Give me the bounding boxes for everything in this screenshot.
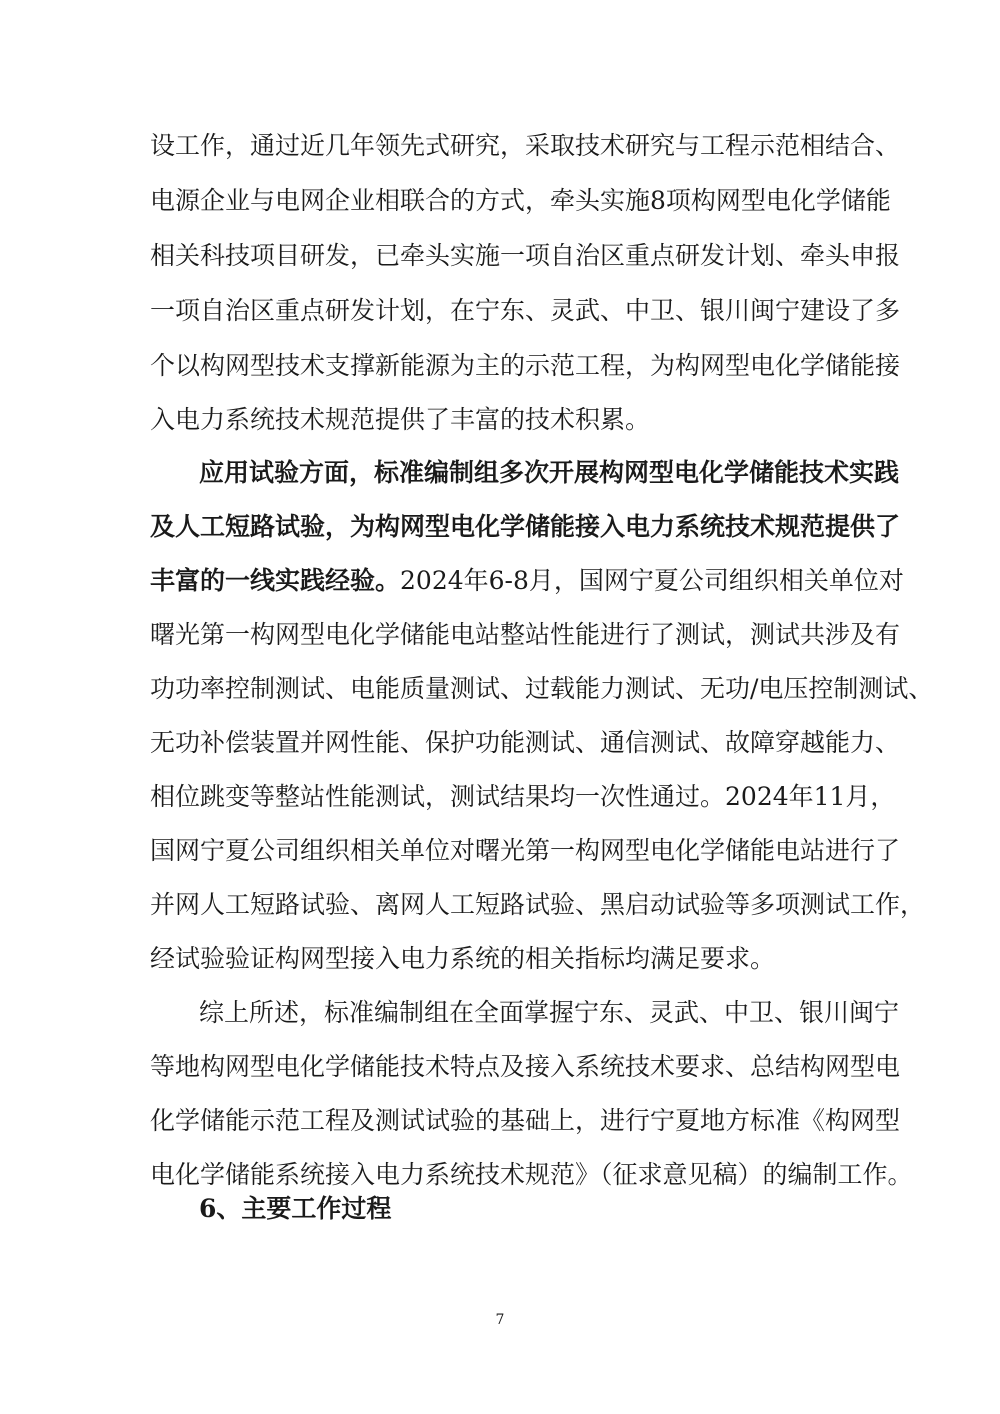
paragraph-line: 国网宁夏公司组织相关单位对曙光第一构网型电化学储能电站进行了 xyxy=(150,836,901,865)
paragraph-line: 相关科技项目研发，已牵头实施一项自治区重点研发计划、牵头申报 xyxy=(150,241,901,270)
paragraph-line: 一项自治区重点研发计划，在宁东、灵武、中卫、银川闽宁建设了多 xyxy=(150,296,901,325)
paragraph-line: 入电力系统技术规范提供了丰富的技术积累。 xyxy=(150,405,651,434)
paragraph-line: 电源企业与电网企业相联合的方式，牵头实施8项构网型电化学储能 xyxy=(150,186,891,215)
page-number: 7 xyxy=(495,1312,505,1328)
paragraph-line: 曙光第一构网型电化学储能电站整站性能进行了测试，测试共涉及有 xyxy=(150,620,901,649)
paragraph-line: 个以构网型技术支撑新能源为主的示范工程，为构网型电化学储能接 xyxy=(150,351,901,380)
paragraph-line: 无功补偿装置并网性能、保护功能测试、通信测试、故障穿越能力、 xyxy=(150,728,901,757)
paragraph-line: 化学储能示范工程及测试试验的基础上，进行宁夏地方标准《构网型 xyxy=(150,1106,901,1135)
bold-text: 丰富的一线实践经验。 xyxy=(150,566,401,595)
bold-paragraph-line: 及人工短路试验，为构网型电化学储能接入电力系统技术规范提供了 xyxy=(150,512,901,541)
plain-text: 2024年6-8月，国网宁夏公司组织相关单位对 xyxy=(400,566,904,595)
bold-paragraph-line: 应用试验方面，标准编制组多次开展构网型电化学储能技术实践 xyxy=(199,458,900,487)
paragraph-line: 功功率控制测试、电能质量测试、过载能力测试、无功/电压控制测试、 xyxy=(150,674,934,703)
paragraph-line: 等地构网型电化学储能技术特点及接入系统技术要求、总结构网型电 xyxy=(150,1052,901,1081)
section-heading: 6、主要工作过程 xyxy=(199,1194,392,1223)
mixed-paragraph-line xyxy=(150,561,904,601)
paragraph-line: 经试验验证构网型接入电力系统的相关指标均满足要求。 xyxy=(150,944,776,973)
paragraph-line: 相位跳变等整站性能测试，测试结果均一次性通过。2024年11月， xyxy=(150,782,896,811)
paragraph-line: 综上所述，标准编制组在全面掌握宁东、灵武、中卫、银川闽宁 xyxy=(199,998,900,1027)
paragraph-line: 并网人工短路试验、离网人工短路试验、黑启动试验等多项测试工作， xyxy=(150,890,926,919)
paragraph-line: 电化学储能系统接入电力系统技术规范》（征求意见稿）的编制工作。 xyxy=(150,1160,913,1189)
paragraph-line: 设工作，通过近几年领先式研究，采取技术研究与工程示范相结合、 xyxy=(150,131,901,160)
